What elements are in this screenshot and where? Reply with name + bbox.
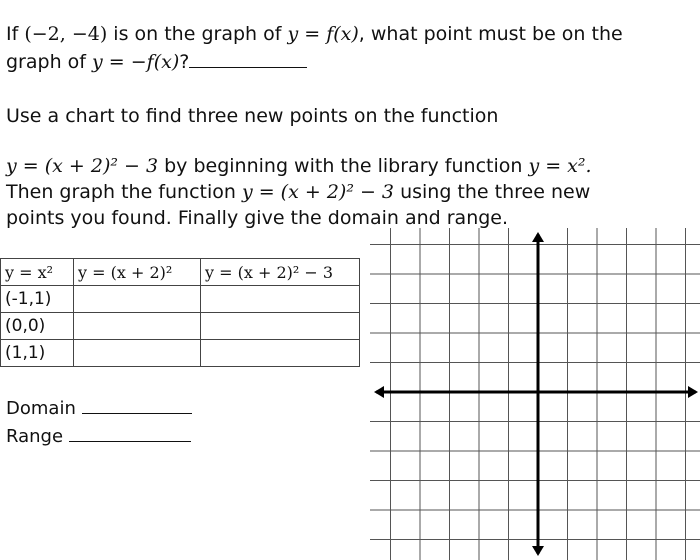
domain-label: Domain	[6, 398, 76, 419]
chart-cell: (0,0)	[1, 313, 74, 340]
chart-header: y = x²	[1, 259, 74, 286]
y-axis-down-arrow-icon	[532, 546, 544, 556]
chart-row	[1, 313, 360, 340]
chart-cell: (1,1)	[1, 340, 74, 367]
chart-row	[1, 340, 360, 367]
coordinate-grid[interactable]	[370, 228, 700, 560]
range-blank[interactable]	[69, 440, 191, 442]
chart-cell[interactable]	[74, 286, 201, 313]
question-1-line-1: If (−2, −4) is on the graph of y = f(x), what point must be on the	[6, 23, 623, 45]
answer-blank	[189, 66, 307, 68]
grid-lines	[370, 228, 700, 560]
domain-line	[6, 398, 192, 419]
y-axis-up-arrow-icon	[532, 232, 544, 242]
domain-blank[interactable]	[82, 412, 192, 414]
chart-cell[interactable]	[74, 340, 201, 367]
chart-cell[interactable]	[201, 340, 360, 367]
y-axis	[532, 232, 544, 556]
chart-cell[interactable]	[201, 313, 360, 340]
x-axis-right-arrow-icon	[688, 386, 698, 398]
question-2-line-4: points you found. Finally give the domain and range.	[6, 207, 509, 229]
question-2-line-1: Use a chart to find three new points on the function	[6, 105, 499, 127]
question-1-line-2: graph of y = −f(x)?	[6, 50, 307, 74]
x-axis	[374, 386, 698, 398]
chart-cell: (-1,1)	[1, 286, 74, 313]
chart-cell[interactable]	[74, 313, 201, 340]
chart-cell[interactable]	[201, 286, 360, 313]
x-axis-left-arrow-icon	[374, 386, 384, 398]
transformation-chart	[0, 258, 360, 367]
question-2-line-2: y = (x + 2)² − 3 by beginning with the library function y = x².	[6, 155, 592, 177]
chart-header: y = (x + 2)²	[74, 259, 201, 286]
chart-row	[1, 286, 360, 313]
range-line	[6, 426, 191, 447]
range-label: Range	[6, 426, 64, 447]
chart-header: y = (x + 2)² − 3	[201, 259, 360, 286]
question-2-line-3: Then graph the function y = (x + 2)² − 3 using the three new	[6, 181, 591, 203]
chart-header-row	[1, 259, 360, 286]
